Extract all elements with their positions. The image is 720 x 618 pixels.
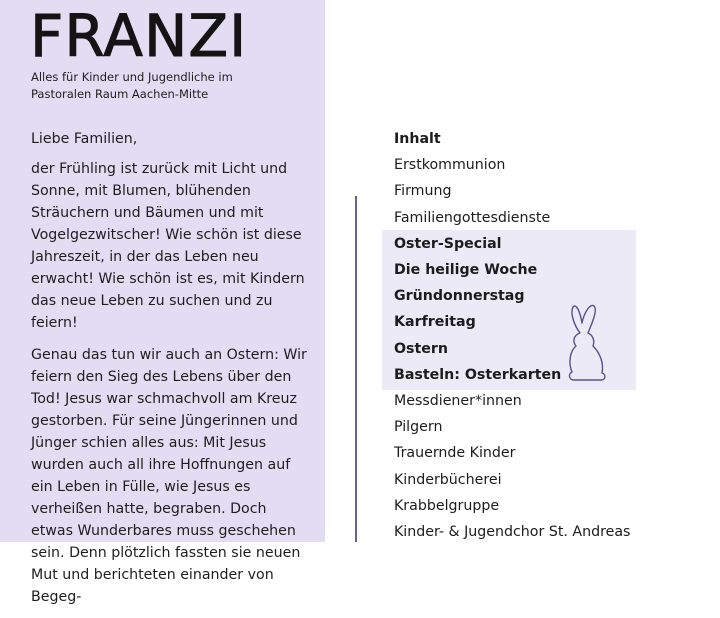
letter-paragraph-1: der Frühling ist zurück mit Licht und Sonne, mit Blumen, blühenden Sträuchern und Bäumen und mit Vogelgezwitscher! Wie schön ist diese Jahreszeit, in der das Leben neu erwacht! Wie schön ist es, mit Kindern das neue Leben zu suchen und zu feiern! — [31, 161, 305, 331]
letter-greeting: Liebe Familien, — [31, 131, 138, 147]
toc-item-kinderbuecherei[interactable]: Kinderbücherei — [394, 471, 502, 488]
toc-item-gruendonnerstag[interactable]: Gründonnerstag — [394, 288, 525, 305]
easter-bunny-outline-icon — [560, 303, 608, 383]
toc-item-messdiener[interactable]: Messdiener*innen — [394, 393, 522, 410]
letter-paragraph-2: Genau das tun wir auch an Ostern: Wir feiern den Sieg des Lebens über den Tod! Jesus war schmachvoll am Kreuz gestorben. Für seine Jüngerinnen und Jünger schien alles aus: Mit Jesus wurden auch all ihre Hoffnungen auf ein Leben in Fülle, wie Jesus es verheißen hatte, begraben. Doch etwas Wunderbares muss geschehen sein. Denn plötzlich fassten sie neuen Mut und berichteten einander von Begeg- — [31, 347, 307, 605]
toc-item-heilige-woche[interactable]: Die heilige Woche — [394, 262, 538, 279]
tagline: Alles für Kinder und Jugendliche im Pastoralen Raum Aachen-Mitte — [31, 70, 233, 101]
toc-divider-rule — [355, 196, 357, 542]
toc-item-erstkommunion[interactable]: Erstkommunion — [394, 157, 506, 174]
toc-heading: Inhalt — [394, 131, 441, 147]
toc-item-karfreitag[interactable]: Karfreitag — [394, 314, 476, 331]
toc-item-ostern[interactable]: Ostern — [394, 340, 449, 357]
toc-item-familiengottesdienste[interactable]: Familiengottesdienste — [394, 209, 551, 226]
logo: FRANZI — [30, 2, 248, 70]
toc-item-firmung[interactable]: Firmung — [394, 183, 452, 200]
toc-item-oster-special[interactable]: Oster-Special — [394, 235, 502, 252]
toc-item-kinderchor[interactable]: Kinder- & Jugendchor St. Andreas — [394, 524, 631, 541]
toc-item-pilgern[interactable]: Pilgern — [394, 419, 443, 436]
left-panel — [0, 0, 325, 605]
letter-body — [31, 128, 307, 618]
toc-item-krabbelgruppe[interactable]: Krabbelgruppe — [394, 497, 500, 514]
table-of-contents — [394, 126, 714, 545]
toc-item-basteln-osterkarten[interactable]: Basteln: Osterkarten — [394, 366, 562, 383]
toc-item-trauernde-kinder[interactable]: Trauernde Kinder — [394, 445, 516, 462]
